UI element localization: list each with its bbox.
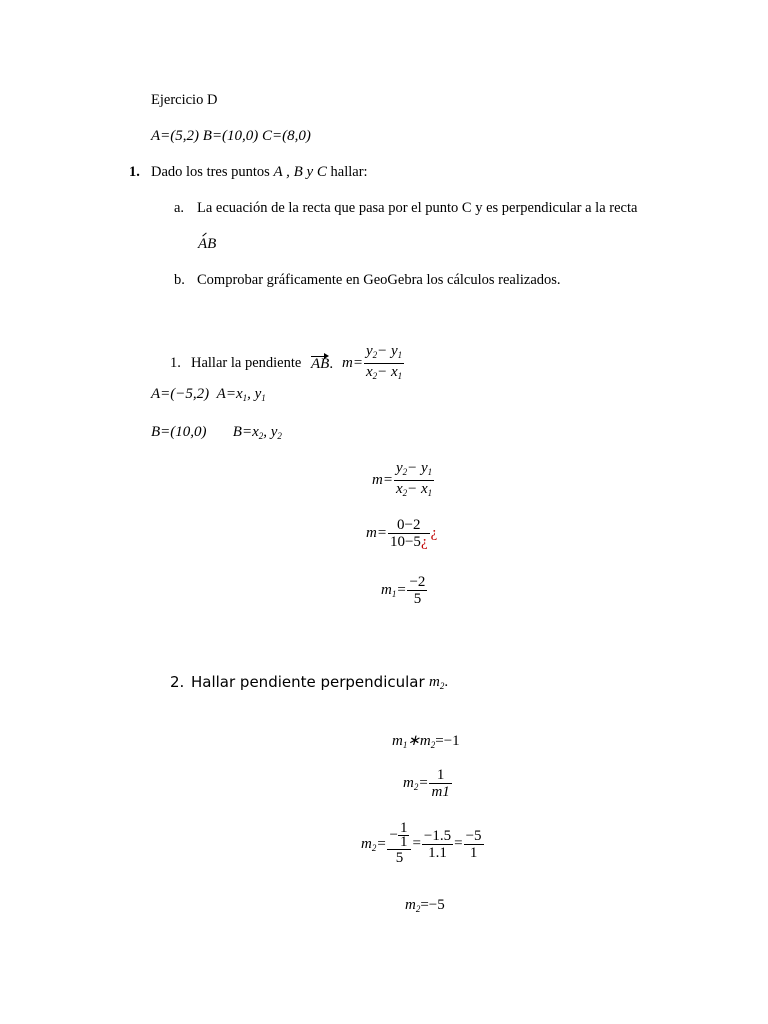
m2-reciprocal — [403, 767, 453, 800]
m1-denominator: 5 — [413, 591, 422, 607]
item-b-text: Comprobar gráficamente en GeoGebra los cálculos realizados. — [197, 272, 561, 288]
m1-result — [381, 574, 428, 607]
calc-mark: ¿ — [420, 534, 428, 550]
point-a-value: A=(−5,2) — [151, 386, 210, 402]
question-text — [151, 164, 368, 181]
small-num: 1 — [399, 820, 408, 836]
item-a-vector — [198, 236, 216, 253]
step1-number: 1. — [170, 355, 181, 371]
question-number: 1. — [129, 164, 140, 180]
point-b-assign: $B=x_2$, $y_2$ — [232, 424, 282, 441]
step2-label: Hallar pendiente perpendicular — [191, 673, 425, 691]
point-a-line — [151, 386, 266, 403]
item-a-text: La ecuación de la recta que pasa por el punto C y es perpendicular a la recta — [197, 200, 638, 216]
decimal-num: −1.5 — [423, 827, 452, 844]
question-text-before: Dado los tres puntos — [151, 164, 270, 180]
calc-fraction — [388, 517, 430, 550]
calc-denominator — [388, 534, 430, 550]
step2-number: 2. — [170, 673, 185, 691]
item-b-marker: b. — [174, 272, 185, 288]
m2-result-value: =−5 — [420, 897, 445, 913]
item-a-marker: a. — [174, 200, 185, 216]
integer-num: −5 — [465, 827, 482, 844]
m1-numerator: −2 — [409, 574, 426, 590]
slope-fraction-2: $\frac{y_2- y_1}{x_2- x_1}$ — [395, 460, 433, 498]
m2-label: $m_2=$ — [403, 774, 429, 792]
integer-den: 1 — [469, 844, 478, 861]
step1-vector: AB. — [311, 356, 334, 372]
calc-den-value: 10−5 — [389, 534, 421, 550]
slope-formula — [342, 343, 405, 384]
m2-label-2: $m_2=$ — [361, 835, 387, 853]
step1-label: Hallar la pendiente — [191, 355, 302, 371]
slope-lhs-2: m= — [372, 471, 393, 488]
point-b-value: B=(10,0) — [151, 424, 207, 440]
slope-fraction: $\frac{y_2- y_1}{x_2- x_1}$ — [365, 343, 403, 381]
question-text-after: hallar: — [330, 164, 368, 180]
m2-reciprocal-fraction — [429, 767, 451, 800]
point-b-line — [151, 424, 282, 441]
m2-recip-den: m1 — [431, 784, 450, 800]
small-fraction — [398, 822, 410, 849]
given-points: A=(5,2) B=(10,0) C=(8,0) — [151, 128, 311, 144]
product-rhs: =−1 — [435, 733, 460, 749]
decimal-fraction — [422, 828, 453, 861]
calc-lhs: m= — [366, 524, 387, 541]
calc-numerator: 0−2 — [388, 517, 430, 534]
ab-vector-arrow: AB — [311, 356, 330, 372]
complex-numerator — [387, 822, 411, 850]
small-den: 1 — [399, 834, 408, 850]
complex-fraction — [387, 822, 411, 866]
ab-segment-label: AB — [198, 236, 217, 252]
question-points: A , B y C — [273, 164, 327, 180]
m2-result: $m_2=-5$ — [405, 897, 445, 914]
m1-fraction — [407, 574, 427, 607]
point-a-assign: $A=x_1$, $y_1$ — [216, 386, 266, 403]
decimal-den: 1.1 — [428, 844, 447, 861]
m2-substitution: $m_2=$ − $\frac{1}{1}$ 5 = $\frac{-1.5}{1.1}$ = $\frac{-5}{1}$ — [361, 820, 482, 866]
slope-calculation — [366, 517, 437, 550]
calc-mark-trailing: ¿ — [430, 524, 438, 541]
slope-lhs: m= — [342, 354, 363, 371]
complex-minus: − — [389, 826, 398, 843]
step2-target: $m_2$. — [429, 674, 449, 691]
m1-label: $m_1=$ — [381, 581, 407, 599]
m2-recip-num: 1 — [429, 767, 451, 784]
slope-formula-centered — [372, 460, 435, 501]
product-equation: $m_1∗m_2=-1$ — [392, 733, 460, 750]
exercise-title: Ejercicio D — [151, 92, 218, 108]
complex-denominator: 5 — [395, 850, 404, 866]
integer-fraction — [464, 828, 484, 861]
